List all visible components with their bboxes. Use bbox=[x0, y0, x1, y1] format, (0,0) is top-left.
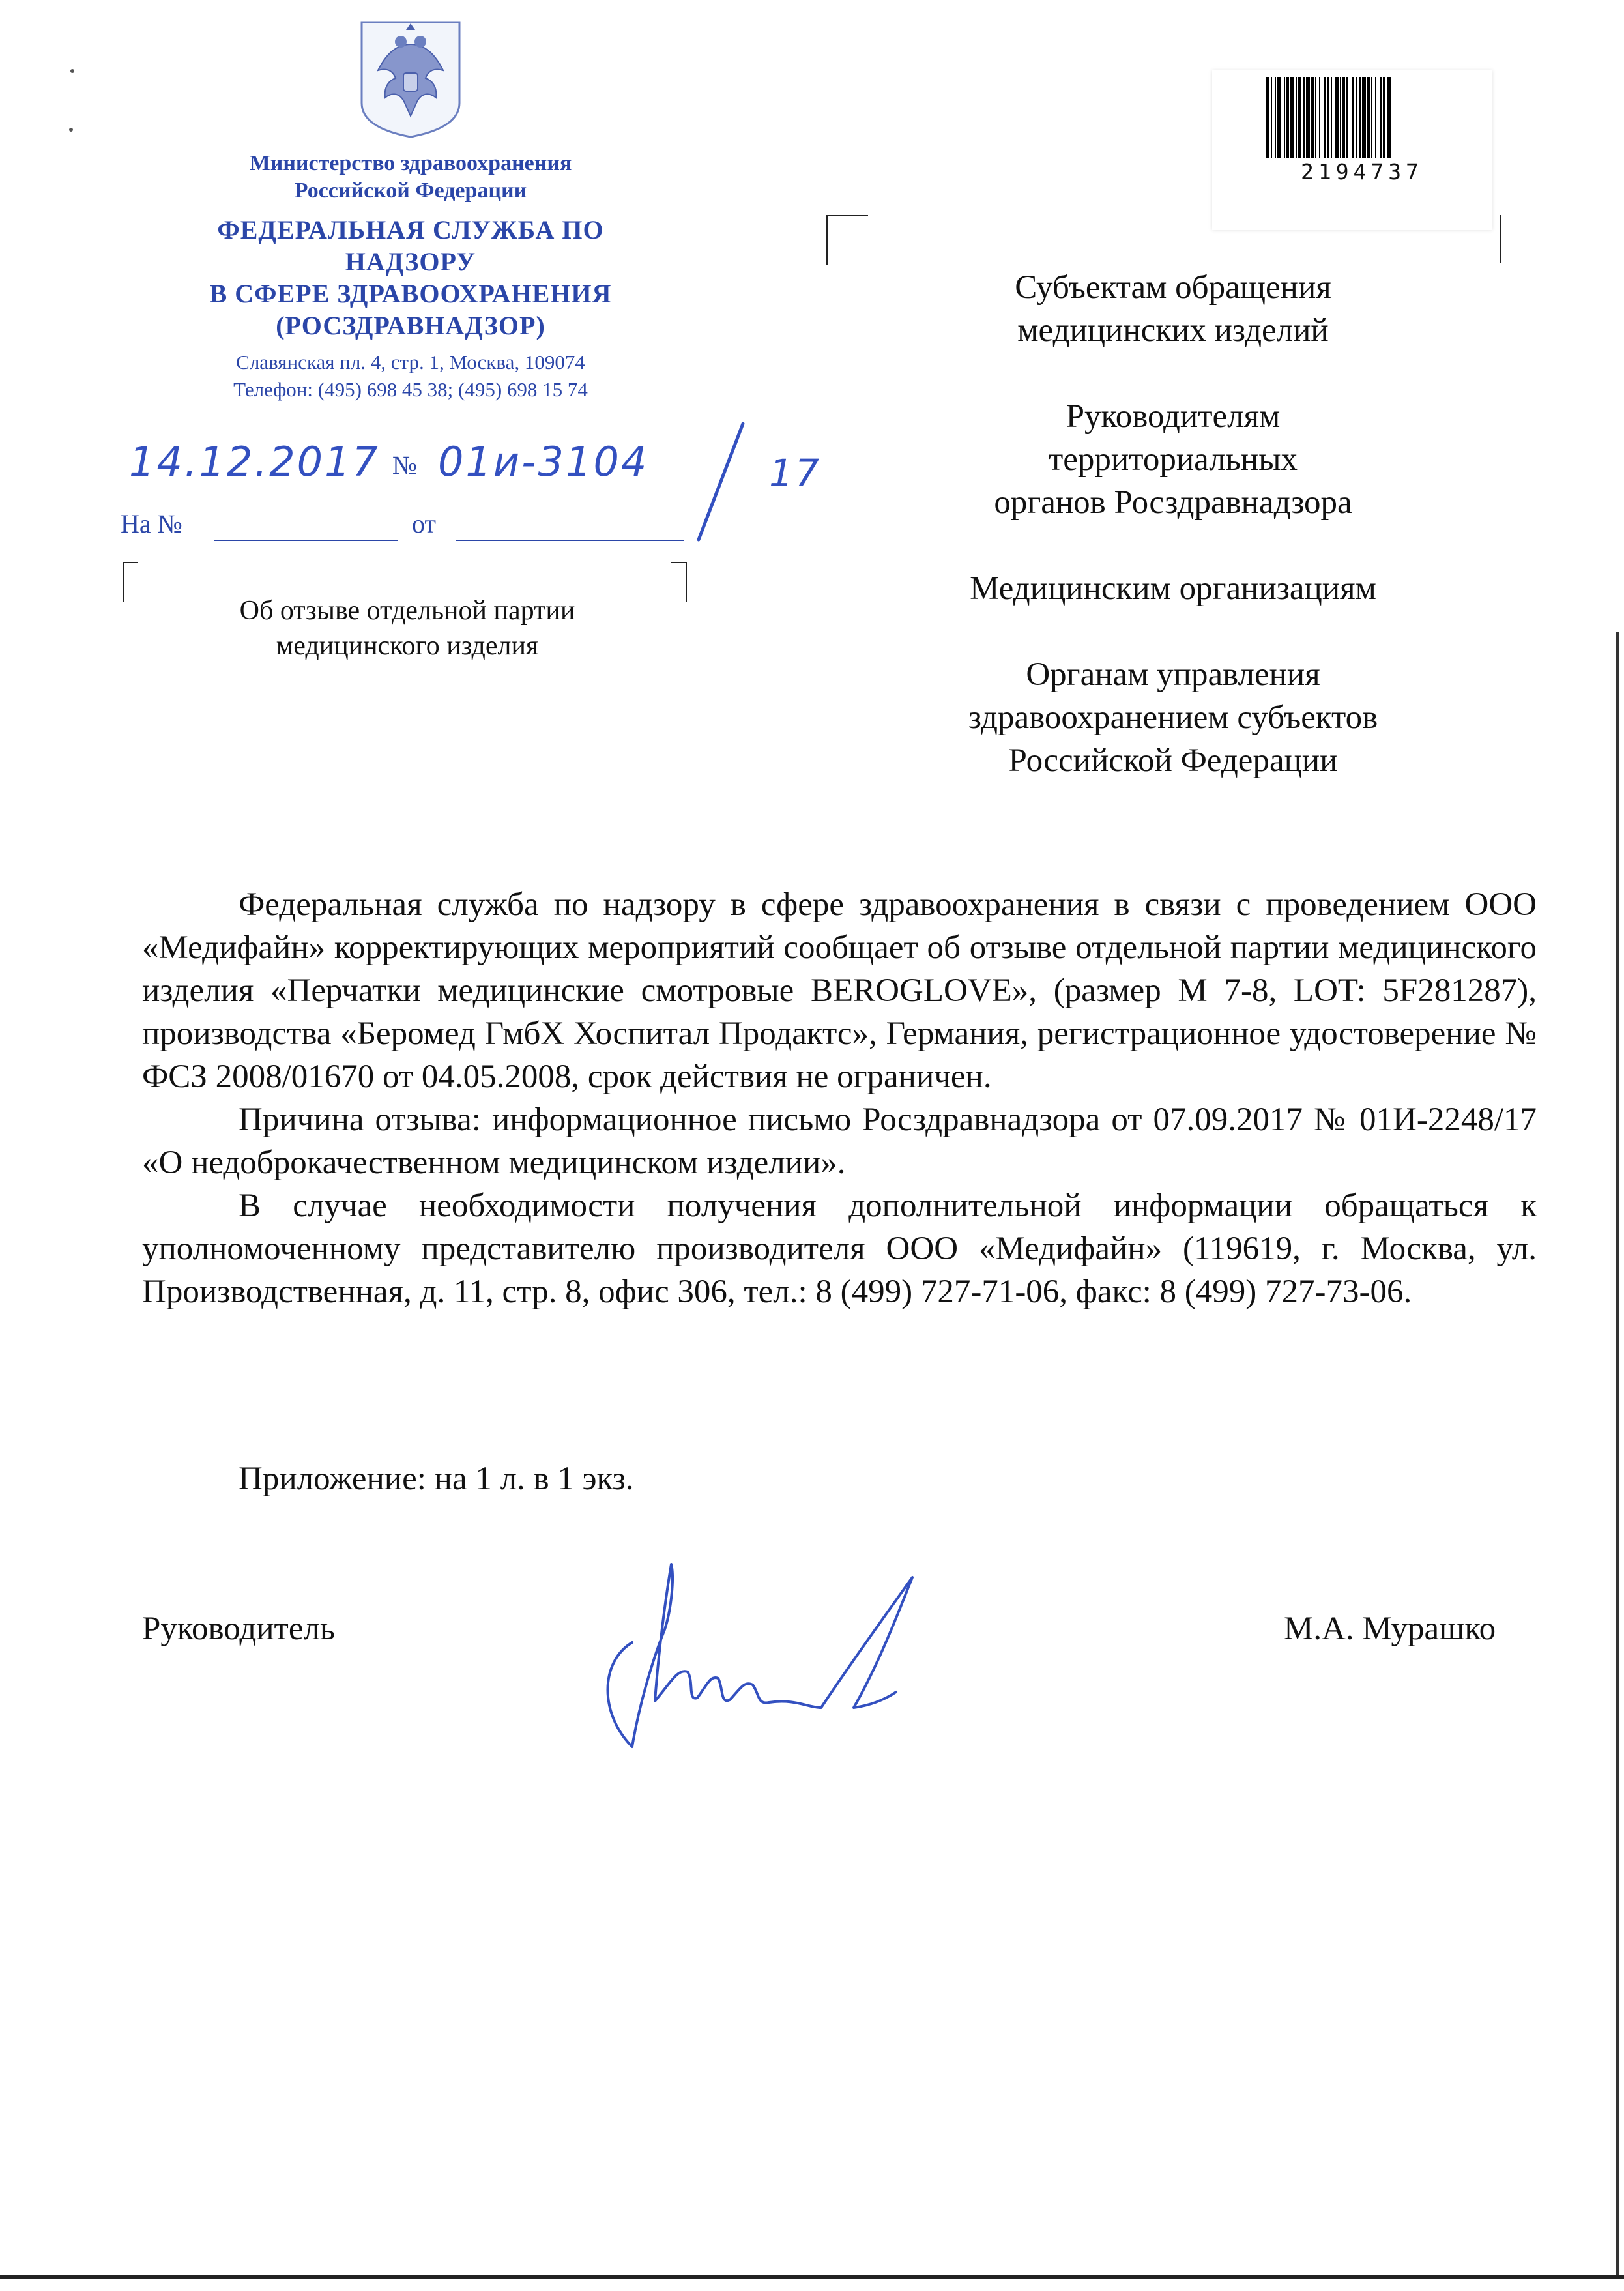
reference-from-label: от bbox=[412, 509, 436, 538]
address-bracket-right bbox=[1460, 215, 1501, 263]
barcode bbox=[1264, 77, 1460, 158]
scan-speck bbox=[69, 128, 73, 132]
ministry-name bbox=[150, 150, 671, 205]
registration-number-suffix: 17 bbox=[769, 451, 821, 495]
recipient-line: территориальных bbox=[1049, 441, 1298, 478]
body-paragraph: Причина отзыва: информационное письмо Росздравнадзора от 07.09.2017 № 01И-2248/17 «О недоброкачественном медицинском изделии». bbox=[142, 1102, 1537, 1181]
service-name bbox=[150, 214, 671, 342]
signer-name: М.А. Мурашко bbox=[1284, 1611, 1496, 1647]
recipient-group bbox=[893, 266, 1453, 352]
service-line: ФЕДЕРАЛЬНАЯ СЛУЖБА ПО НАДЗОРУ bbox=[217, 215, 604, 276]
recipients-block bbox=[893, 266, 1453, 825]
letter-body bbox=[142, 883, 1537, 1313]
subject-line: Об отзыве отдельной партии bbox=[239, 596, 575, 626]
subject-bracket-left bbox=[123, 562, 138, 602]
recipient-group bbox=[893, 395, 1453, 524]
ministry-line: Российской Федерации bbox=[294, 179, 527, 203]
reference-date-line bbox=[456, 540, 684, 541]
recipient-line: Российской Федерации bbox=[1008, 742, 1338, 779]
attachment-note: Приложение: на 1 л. в 1 экз. bbox=[239, 1461, 634, 1497]
page-edge-bottom bbox=[0, 2275, 1624, 2279]
registration-number: 01и-3104 bbox=[438, 438, 649, 486]
reference-label: На № bbox=[121, 509, 182, 538]
signer-title: Руководитель bbox=[142, 1611, 336, 1647]
letterhead-address bbox=[150, 349, 671, 403]
handwritten-signature bbox=[573, 1551, 938, 1760]
barcode-number: 2194737 bbox=[1300, 159, 1424, 184]
recipient-line: медицинских изделий bbox=[1017, 312, 1329, 349]
subject-line: медицинского изделия bbox=[276, 631, 539, 661]
letter-subject bbox=[147, 593, 668, 664]
recipient-line: Руководителям bbox=[1066, 398, 1281, 435]
recipient-group bbox=[893, 653, 1453, 782]
reference-number-line bbox=[214, 540, 398, 541]
ministry-line: Министерство здравоохранения bbox=[249, 151, 572, 175]
recipient-line: Субъектам обращения bbox=[1015, 269, 1331, 306]
recipient-line: Медицинским организациям bbox=[970, 570, 1376, 607]
body-paragraph: В случае необходимости получения дополнительной информации обращаться к уполномоченному представителю производителя ООО «Медифайн» (119619, г. Москва, ул. Производственная, д. 11, стр. 8, офис 306, тел.: 8 (499) 727-71-06, факс: 8 (499) 727-73-06. bbox=[142, 1188, 1537, 1310]
recipient-line: здравоохранением субъектов bbox=[968, 699, 1378, 736]
subject-bracket-right bbox=[671, 562, 687, 602]
address-bracket-left bbox=[826, 215, 868, 265]
recipient-line: органов Росздравнадзора bbox=[994, 484, 1352, 521]
service-line: В СФЕРЕ ЗДРАВООХРАНЕНИЯ bbox=[209, 279, 612, 308]
scan-speck bbox=[70, 69, 74, 73]
recipient-line: Органам управления bbox=[1026, 656, 1320, 693]
recipient-group bbox=[893, 567, 1453, 610]
number-slash bbox=[691, 417, 749, 547]
page-edge-right bbox=[1616, 632, 1619, 2276]
body-paragraph: Федеральная служба по надзору в сфере здравоохранения в связи с проведением ООО «Медифайн» корректирующих мероприятий сообщает об отзыве отдельной партии медицинского изделия «Перчатки медицинские смотровые BEROGLOVE», (размер М 7-8, LOT: 5F281287), производства «Беромед ГмбХ Хоспитал Продактс», Германия, регистрационное удостоверение № ФСЗ 2008/01670 от 04.05.2008, срок действия не ограничен. bbox=[142, 886, 1537, 1095]
service-line: (РОСЗДРАВНАДЗОР) bbox=[276, 311, 545, 340]
registration-date: 14.12.2017 bbox=[129, 438, 380, 486]
phone-line: Телефон: (495) 698 45 38; (495) 698 15 74 bbox=[233, 378, 588, 401]
number-sign: № bbox=[392, 450, 418, 480]
address-line: Славянская пл. 4, стр. 1, Москва, 109074 bbox=[236, 351, 585, 373]
russian-coat-of-arms-icon bbox=[355, 18, 466, 139]
